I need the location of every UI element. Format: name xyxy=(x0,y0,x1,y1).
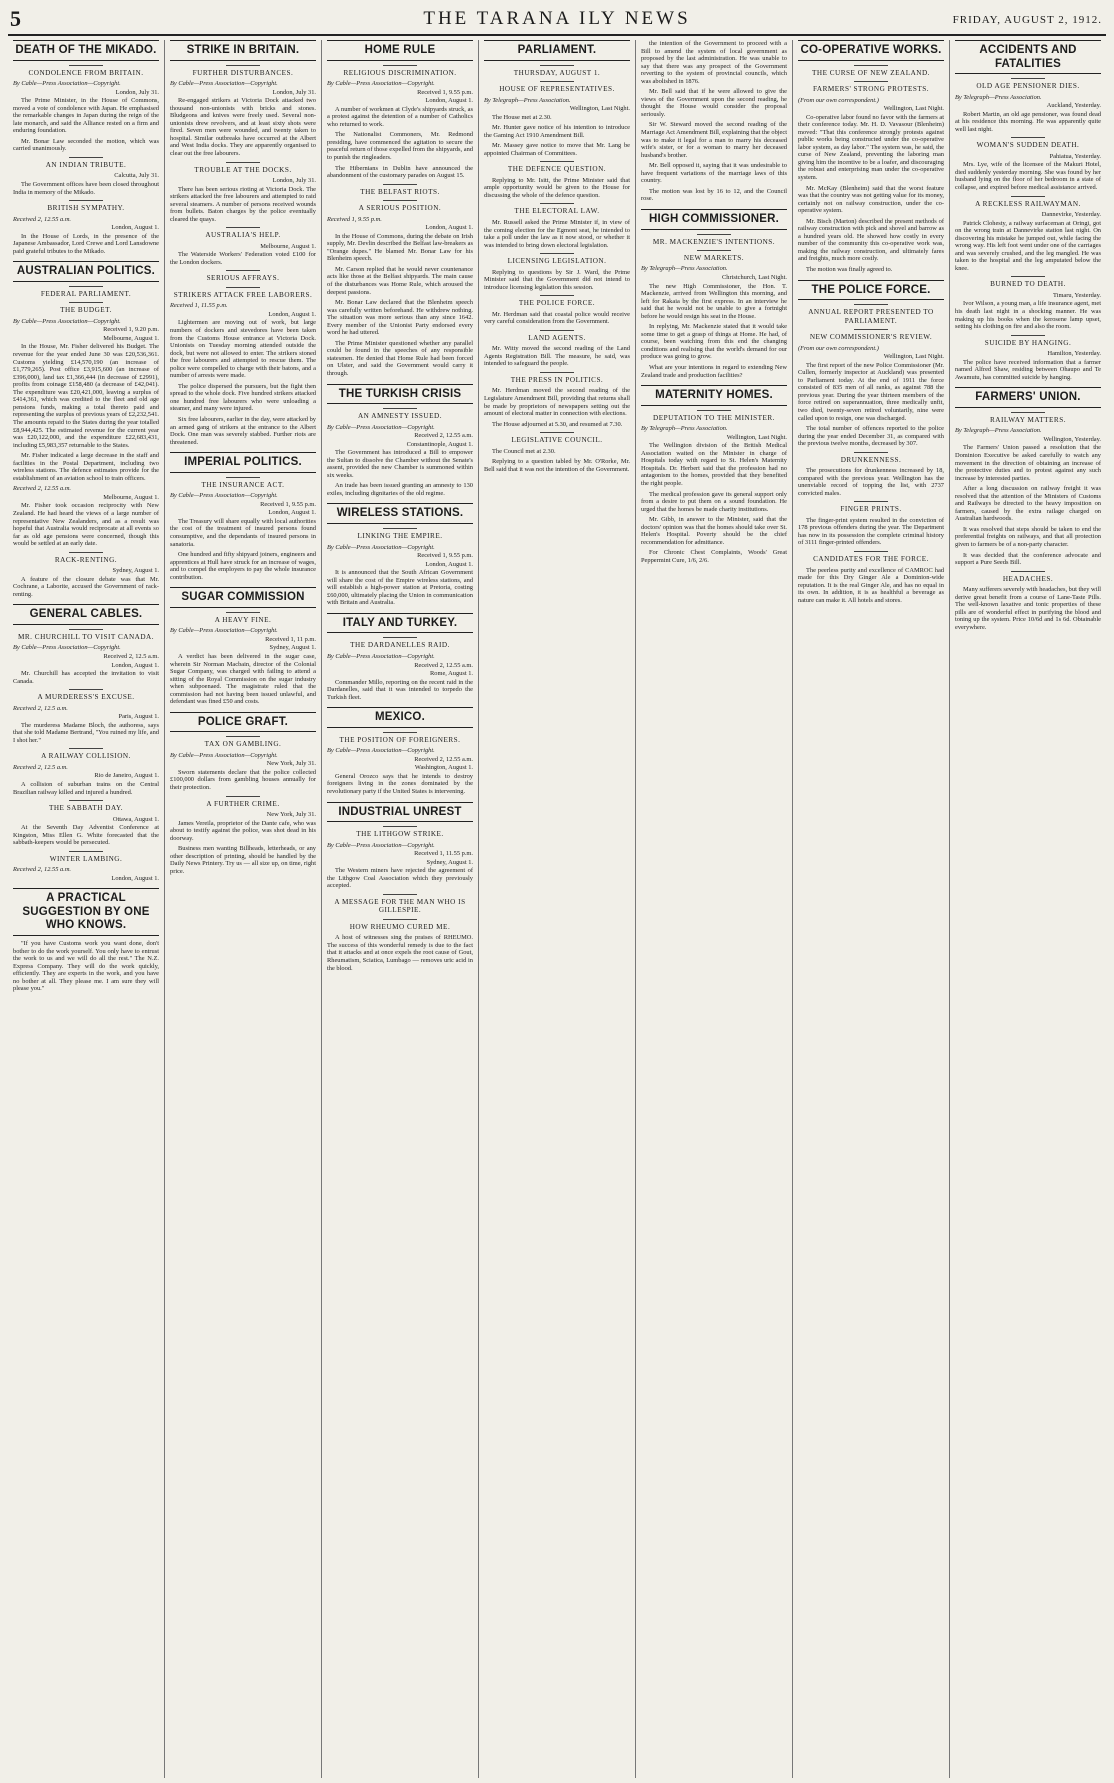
article-paragraph: The Waterside Workers' Federation voted £100 for the London dockers. xyxy=(170,251,316,266)
dateline: Dannevirke, Yesterday. xyxy=(1041,211,1101,219)
section-heading: ITALY AND TURKEY. xyxy=(327,613,473,634)
section-heading: STRIKE IN BRITAIN. xyxy=(170,40,316,61)
section-heading: ACCIDENTS AND FATALITIES xyxy=(955,40,1101,74)
dateline: Timaru, Yesterday. xyxy=(1053,291,1101,299)
article-paragraph: The police dispersed the pursuers, but the fight then spread to the whole dock. Five hundred strikers attacked one hundred free labourers who were unloading a steamer, and many were injured. xyxy=(170,382,316,413)
subheading: CANDIDATES FOR THE FORCE. xyxy=(798,551,944,563)
dateline: Received 2, 12.55 a.m. xyxy=(414,432,473,440)
article-paragraph: Mrs. Lye, wife of the licensee of the Makuri Hotel, died suddenly yesterday morning. She was found by her husband lying on the floor of her bedroom in a state of collapse, and expired before medical assistance arrived. xyxy=(955,161,1101,192)
subheading: LICENSING LEGISLATION. xyxy=(484,253,630,265)
subheading: AN INDIAN TRIBUTE. xyxy=(13,157,159,169)
dateline: London, July 31. xyxy=(272,177,316,184)
article-paragraph: Lightermen are moving out of work, but large numbers of dockers and stevedores have been taken from the Customs House entrance at Victoria Dock. Unionists on Tuesday morning attended outside the dock, but were not allowed to enter. The strikers stoned the free labourers and attempted to rescue them. The police were compelled to charge with their batons, and a number of arrests were made. xyxy=(170,319,316,380)
subheading: A MESSAGE FOR THE MAN WHO IS GILLESPIE. xyxy=(327,894,473,915)
article-paragraph: It was resolved that steps should be taken to end the preferential freights on railways, and that all protection given to farmers be of a non-party character. xyxy=(955,525,1101,549)
subheading: HEADACHES. xyxy=(955,571,1101,583)
byline: By Telegraph—Press Association. xyxy=(484,96,571,104)
article-paragraph: The medical profession gave its general support only from a desire to put them on a sound foundation. He urged that the homes be made charity institutions. xyxy=(641,490,787,513)
dateline: Constantinople, August 1. xyxy=(406,440,473,448)
byline: By Telegraph—Press Association. xyxy=(955,427,1042,435)
subheading: FURTHER DISTURBANCES. xyxy=(170,65,316,77)
subheading: A SERIOUS POSITION. xyxy=(327,200,473,212)
masthead xyxy=(8,4,1106,36)
article-paragraph: The motion was finally agreed to. xyxy=(806,266,893,274)
newspaper-title: THE TARANA ILY NEWS xyxy=(423,8,691,29)
dateline: London, August 1. xyxy=(268,310,316,318)
section-heading: FARMERS' UNION. xyxy=(955,387,1101,408)
dateline: London, July 31. xyxy=(115,88,159,96)
subheading: ANNUAL REPORT PRESENTED TO PARLIAMENT. xyxy=(798,304,944,325)
article-paragraph: The Western miners have rejected the agreement of the Lithgow Coal Association which they previously accepted. xyxy=(327,867,473,890)
subheading: LEGISLATIVE COUNCIL. xyxy=(484,432,630,444)
page-number: 5 xyxy=(10,6,21,31)
article-paragraph: It was decided that the conference advocate and support a Pure Seeds Bill. xyxy=(955,551,1101,567)
news-column xyxy=(479,40,636,1778)
dateline: Hamilton, Yesterday. xyxy=(1047,350,1101,358)
article-paragraph: Sworn statements declare that the police collected £100,000 dollars from gambling houses annually for their protection. xyxy=(170,768,316,792)
subheading: A FURTHER CRIME. xyxy=(170,796,316,808)
dateline: Received 1, 9.20 p.m. xyxy=(103,326,159,334)
dateline: Rio de Janeiro, August 1. xyxy=(94,772,159,780)
subheading: NEW COMMISSIONER'S REVIEW. xyxy=(798,329,944,341)
article-paragraph: After a long discussion on railway freight it was resolved that the attention of the Ministers of Customs and Railways be directed to the heavy imposition on farmers, caused by the extra railage charged on Australian hardwoods. xyxy=(955,485,1101,523)
dateline: London, August 1. xyxy=(111,224,159,232)
article-paragraph: Mr. Fisher took occasion reciprocity with New Zealand. He had heard the views of a large number of representative New Zealanders, and as a result was hopeful that Australia would reciprocate at all events so far as old age pensions were concerned, though this would be settled at an early date. xyxy=(13,502,159,548)
byline: By Cable—Press Association—Copyright. xyxy=(13,80,121,88)
section-heading: MEXICO. xyxy=(327,707,473,728)
article-paragraph: Sir W. Steward moved the second reading of the Marriage Act Amendment Bill, explaining that the object was to make it legal for a man to marry his deceased wife's sister, or for a woman to marry her deceased husband's brother. xyxy=(641,121,787,159)
article-paragraph: General Orozco says that he intends to destroy foreigners living in the zones dominated by the revolutionary party if the United States is intervening. xyxy=(327,772,473,796)
article-paragraph: The Farmers' Union passed a resolution that the Dominion Executive be asked carefully to watch any movement in the direction of obtaining an increase of the protective duties and to protest against any such increase by interested parties. xyxy=(955,444,1101,482)
dateline: Sydney, August 1. xyxy=(269,644,316,652)
section-heading: THE TURKISH CRISIS xyxy=(327,384,473,405)
section-heading: SUGAR COMMISSION xyxy=(170,587,316,608)
article-paragraph: Mr. Witty moved the second reading of the Land Agents Registration Bill. The measure, he said, was intended to safeguard the people. xyxy=(484,345,630,368)
subheading: THE BUDGET. xyxy=(13,302,159,314)
subheading: RELIGIOUS DISCRIMINATION. xyxy=(327,65,473,77)
byline: By Cable—Press Association—Copyright. xyxy=(327,80,435,88)
subheading: BRITISH SYMPATHY. xyxy=(13,200,159,212)
dateline: Auckland, Yesterday. xyxy=(1046,102,1101,110)
subheading: THE CURSE OF NEW ZEALAND. xyxy=(798,65,944,77)
article-paragraph: In replying, Mr. Mackenzie stated that it would take some time to get a grasp of things at Home. He had, of course, been watching from this end the changing conditions and realising that the world's demand for our produce was going to grow. xyxy=(641,323,787,361)
dateline: Wellington, Last Night. xyxy=(569,105,630,113)
article-paragraph: The House adjourned at 5.30, and resumed at 7.30. xyxy=(492,420,623,428)
subheading: LINKING THE EMPIRE. xyxy=(327,528,473,540)
article-paragraph: The Prime Minister questioned whether any parallel could be found in the speeches of any responsible statesmen. He denied that Home Rule had been forced on Ulster, and said the Government would carry it through. xyxy=(327,339,473,377)
article-paragraph: Mr. Bisch (Marton) described the present methods of railway construction with pick and shovel and barrow as a hundred years old. He showed how costly in every number of the community this co-operative work was, making the railway construction, and ultimately fares and freights, much more costly. xyxy=(798,217,944,263)
section-heading: GENERAL CABLES. xyxy=(13,604,159,625)
article-paragraph: Mr. Bonar Law declared that the Blenheim speech was carefully written beforehand. He withdrew nothing. The situation was more serious than any since 1642. Every member of the Unionist Party endorsed every word he had uttered. xyxy=(327,299,473,337)
article-paragraph: The first report of the new Police Commissioner (Mr. Cullen, formerly inspector at Auckland) was presented to Parliament today. At the end of 1911 the force consisted of 835 men of all ranks, as against 788 the previous year. During the year thirteen members of the force retired on superannuation, three medically unfit, two died, twenty-seven retired voluntarily, nine were called upon to resign, one was discharged. xyxy=(798,361,944,422)
subheading: THE SABBATH DAY. xyxy=(13,800,159,812)
article-paragraph: The Prime Minister, in the House of Commons, moved a vote of condolence with Japan. He emphasised the remarkable changes in Japan during the reign of the late monarch, and said the Alliance rested on a firm and enduring foundation. xyxy=(13,97,159,135)
article-paragraph: "If you have Customs work you want done, don't bother to do the work yourself. You only have to entrust the work to us and we will do all the rest." The N.Z. Express Company. They will do the work quickly, efficiently. They are experts in the work, and you have no bother at all. They please me. I am sure they will please you." xyxy=(13,939,159,993)
subheading: MR. CHURCHILL TO VISIT CANADA. xyxy=(13,629,159,641)
byline: Received 2, 12.55 a.m. xyxy=(13,215,72,223)
article-paragraph: Re-engaged strikers at Victoria Dock attacked two thousand non-unionists with bricks and stones. Bludgeons and knives were freely used. Several non-unionists drew revolvers, and at least sixty shots were fired. Seven men were wounded, and twenty taken to hospital. Similar outbreaks have occurred at the Albert and West India docks. They are apparently organised to clear out the free labourers. xyxy=(170,97,316,157)
subheading: OLD AGE PENSIONER DIES. xyxy=(955,78,1101,90)
byline: Received 1, 11.55 p.m. xyxy=(170,302,228,310)
byline: Received 2, 12.5 a.m. xyxy=(13,763,68,771)
dateline: New York, July 31. xyxy=(266,811,316,819)
byline: By Cable—Press Association—Copyright. xyxy=(327,841,435,849)
article-paragraph: The peerless purity and excellence of CAMROC had made for this Dry Ginger Ale a Dominion-wide reputation. It is the real Ginger Ale, and has no equal in its own. In addition, it is as healthful a beverage as nature can make it. All hotels and stores. xyxy=(798,566,944,604)
article-paragraph: A host of witnesses sing the praises of RHEUMO. The success of this wonderful remedy is due to the fact that it attacks and at once expels the root cause of Gout, Rheumatism, Sciatica, Lumbago — removes uric acid in the blood. xyxy=(327,934,473,972)
dateline: Received 2, 12.5 a.m. xyxy=(103,652,159,660)
subheading: FARMERS' STRONG PROTESTS. xyxy=(798,81,944,93)
subheading: CONDOLENCE FROM BRITAIN. xyxy=(13,65,159,77)
byline: By Cable—Press Association—Copyright. xyxy=(170,627,278,635)
article-paragraph: The Government offices have been closed throughout India in memory of the Mikado. xyxy=(13,181,159,196)
news-column xyxy=(8,40,165,1778)
subheading: HOW RHEUMO CURED ME. xyxy=(327,919,473,931)
article-paragraph: In the House of Commons, during the debate on Irish supply, Mr. Devlin described the Belfast law-breakers as "Orange dupes." He blamed Mr. Bonar Law for his Blenheim speech. xyxy=(327,232,473,263)
dateline: London, August 1. xyxy=(425,560,473,568)
byline: By Telegraph—Press Association. xyxy=(641,265,728,273)
article-paragraph: The Treasury will share equally with local authorities the cost of the treatment of insured persons found consumptive, and the dependants of insured persons in sanatoria. xyxy=(170,517,316,548)
dateline: Received 1, 11 p.m. xyxy=(265,635,316,643)
dateline: Wellington, Last Night. xyxy=(883,105,944,113)
article-paragraph: The Nationalist Commoners, Mr. Redmond presiding, have commenced the agitation to secure the peaceful return of those expelled from the shipyards, and to punish the ringleaders. xyxy=(327,131,473,161)
subheading: STRIKERS ATTACK FREE LABORERS. xyxy=(170,287,316,299)
subheading: A MURDERESS'S EXCUSE. xyxy=(13,689,159,701)
byline: (From our own correspondent.) xyxy=(798,96,879,104)
news-columns xyxy=(8,40,1106,1778)
dateline: Sydney, August 1. xyxy=(426,858,473,866)
byline: By Cable—Press Association—Copyright. xyxy=(13,644,121,652)
byline: By Cable—Press Association—Copyright. xyxy=(170,751,278,759)
article-paragraph: Mr. Hunter gave notice of his intention to introduce the Gaming Act 1910 Amendment Bill. xyxy=(484,124,630,139)
dateline: London, July 31. xyxy=(272,88,316,96)
article-paragraph: The Government has introduced a Bill to empower the Sultan to dissolve the Chamber without the Senate's assent, provided the new Chamber is summoned within six weeks. xyxy=(327,449,473,479)
article-paragraph: A verdict has been delivered in the sugar case, wherein Sir Norman Macbain, director of the Colonial Sugar Company, was charged with failing to attend a sitting of the Royal Commission on the sugar industry when subpoenaed. The magistrate ruled that the commission had not having been issued unlawful, and defendant was fined £50 and costs. xyxy=(170,652,316,706)
subheading: THE ELECTORAL LAW. xyxy=(484,203,630,215)
dateline: London, August 1. xyxy=(425,224,473,232)
article-paragraph: For Chronic Chest Complaints, Woods' Great Peppermint Cure, 1/6, 2/6. xyxy=(641,549,787,564)
section-heading: HOME RULE xyxy=(327,40,473,61)
article-paragraph: Mr. Massey gave notice to move that Mr. Lang be appointed Chairman of Committees. xyxy=(484,142,630,157)
article-paragraph: Mr. Gibb, in answer to the Minister, said that the doctors' opinion was that the homes should take over St. Helen's Hospital. Poverty should be the chief recommendation for admittance. xyxy=(641,516,787,546)
dateline: Received 1, 9.55 p.m. xyxy=(417,88,473,96)
article-paragraph: Many sufferers severely with headaches, but they will derive great benefit from a course of Lane-Taste Pills. The well-known laxative and tonic properties of these pills are of wonderful effect in purifying the blood and toning up the system. Price 10/6d and 1s 6d. Obtainable everywhere. xyxy=(955,586,1101,631)
subheading: A RAILWAY COLLISION. xyxy=(13,748,159,760)
subheading: FINGER PRINTS. xyxy=(798,501,944,513)
article-paragraph: A number of workmen at Clyde's shipyards struck, as a protest against the detention of a number of Catholics who returned to work. xyxy=(327,105,473,128)
subheading: MR. MACKENZIE'S INTENTIONS. xyxy=(641,234,787,246)
byline: (From our own correspondent.) xyxy=(798,344,879,352)
subheading: WINTER LAMBING. xyxy=(13,851,159,863)
article-paragraph: Mr. Carson replied that he would never countenance acts like those at the Belfast shipyards. The main cause of the disturbances was Home Rule, which aroused the deepest passions. xyxy=(327,265,473,296)
article-paragraph: An irade has been issued granting an amnesty to 130 exiles, including dignitaries of the old regime. xyxy=(327,482,473,497)
dateline: Christchurch, Last Night. xyxy=(722,274,787,282)
subheading: LAND AGENTS. xyxy=(484,330,630,342)
section-heading: AUSTRALIAN POLITICS. xyxy=(13,261,159,282)
section-heading: DEATH OF THE MIKADO. xyxy=(13,40,159,61)
dateline: Received 1, 9.55 p.m. xyxy=(260,500,316,508)
subheading: WOMAN'S SUDDEN DEATH. xyxy=(955,137,1101,149)
news-column xyxy=(322,40,479,1778)
subheading: RACK-RENTING. xyxy=(13,552,159,564)
article-paragraph: Replying to a question tabled by Mr. O'Rorke, Mr. Bell said that it was not the intention of the Government. xyxy=(484,458,630,473)
article-paragraph: The new High Commissioner, the Hon. T. Mackenzie, arrived from Wellington this morning, and left for Rakaia by the first express. In an interview he said that he would not be unable to give a fortnight before he would resign his seat in the House. xyxy=(641,282,787,320)
subheading: DRUNKENNESS. xyxy=(798,452,944,464)
section-heading: POLICE GRAFT. xyxy=(170,712,316,733)
subheading: THE POLICE FORCE. xyxy=(484,295,630,307)
byline: By Cable—Press Association—Copyright. xyxy=(327,543,435,551)
article-paragraph: the intention of the Government to proceed with a Bill to amend the system of local government as proposed by the last administration. He was unable to say that there was any prospect of the Government reverting to the system of provincial councils, which was abolished in 1876. xyxy=(641,40,787,85)
dateline: New York, July 31. xyxy=(266,760,316,768)
subheading: SERIOUS AFFRAYS. xyxy=(170,270,316,282)
subheading: A RECKLESS RAILWAYMAN. xyxy=(955,196,1101,208)
subheading: THE BELFAST RIOTS. xyxy=(327,184,473,196)
dateline: Wellington, Last Night. xyxy=(726,433,787,441)
article-paragraph: Mr. Bell opposed it, saying that it was undesirable to have frequent variations of the marriage laws of this country. xyxy=(641,162,787,185)
article-paragraph: The motion was lost by 16 to 12, and the Council rose. xyxy=(641,187,787,203)
article-paragraph: Business men wanting Billheads, letterheads, or any other description of printing, should be handled by the Daily News Printery. Try us — all size up, on time, right price. xyxy=(170,845,316,875)
subheading: THE INSURANCE ACT. xyxy=(170,477,316,489)
byline: By Cable—Press Association—Copyright. xyxy=(327,652,435,660)
subheading: TROUBLE AT THE DOCKS. xyxy=(170,162,316,174)
article-paragraph: Mr. Fisher indicated a large decrease in the staff and facilities in the Postal Department, including two wireless stations. The defence estimates provide for the establishment of an aviation school to train officers. xyxy=(13,452,159,482)
subheading: SUICIDE BY HANGING. xyxy=(955,335,1101,347)
dateline: London, August 1. xyxy=(268,509,316,517)
article-paragraph: Robert Martin, an old age pensioner, was found dead at his residence this morning. He was apparently quite well last night. xyxy=(955,110,1101,133)
article-paragraph: The finger-print system resulted in the conviction of 178 previous offenders during the year. The Department has now in its possession the complete criminal history of 3111 finger-printed offenders. xyxy=(798,516,944,547)
subheading: THURSDAY, AUGUST 1. xyxy=(484,65,630,77)
subheading: BURNED TO DEATH. xyxy=(955,276,1101,288)
dateline: Paris, August 1. xyxy=(118,713,159,721)
article-paragraph: The Wellington division of the British Medical Association waited on the Minister in charge of Hospitals today with regard to St. Helen's Maternity Hospitals. Dr. Herbert said that the profession had no antagonism to the homes, provided that they benefited the right people. xyxy=(641,442,787,487)
dateline: Received 1, 11.55 p.m. xyxy=(414,850,473,858)
dateline: London, August 1. xyxy=(425,97,473,105)
article-paragraph: A feature of the closure debate was that Mr. Cochrane, a Laborite, accused the Government of rack-renting. xyxy=(13,575,159,598)
article-paragraph: Mr. Herdman said that coastal police would receive very careful consideration from the Government. xyxy=(484,310,630,326)
byline: By Cable—Press Association—Copyright. xyxy=(327,423,435,431)
article-paragraph: In the House, Mr. Fisher delivered his Budget. The revenue for the year ended June 30 was £20,536,361. Customs yielding £14,570,190 (an increase of £1,779,265). Post office £3,915,600 (an increase of £396,000), land tax £1,366,444 (in decrease of £2991), profits from coinage £158,480 (a decrease of £42,041). The expenditure was £20,421,000, leaving a surplus of £414,361, which was credited to the fleet and old age pensions funds, making a total thereto paid and representing the surplus of previous years of £2,232,541. The amounts repaid to the States during the year totalled £8,944,425. The estimated revenue for the current year was £20,122,000, and the expenditure £22,683,431, including £5,983,357 returnable to the States. xyxy=(13,343,159,449)
byline: Received 2, 12.55 a.m. xyxy=(13,866,72,874)
article-paragraph: The murderess Madame Bloch, the authoress, says that she told Madame Bertrand, "You ruined my life, and I shot her." xyxy=(13,721,159,744)
subheading: THE LITHGOW STRIKE. xyxy=(327,826,473,838)
subheading: TAX ON GAMBLING. xyxy=(170,736,316,748)
section-heading: IMPERIAL POLITICS. xyxy=(170,452,316,473)
article-paragraph: It is announced that the South African Government will share the cost of the Empire wireless stations, and will establish a high-power station at Pretoria, costing £60,000, ultimately placing the Union in communication with Britain and Australia. xyxy=(327,569,473,607)
byline: By Cable—Press Association—Copyright. xyxy=(13,317,121,325)
article-paragraph: The Council met at 2.30. xyxy=(492,447,556,455)
article-paragraph: The police have received information that a farmer named Alfred Shaw, residing between Ohaupo and Te Awamutu, has committed suicide by hanging. xyxy=(955,358,1101,381)
byline: By Telegraph—Press Association. xyxy=(955,93,1042,101)
article-paragraph: In the House of Lords, in the presence of the Japanese Ambassador, Lord Crewe and Lord Lansdowne paid grateful tributes to the Mikado. xyxy=(13,232,159,255)
issue-date: FRIDAY, AUGUST 2, 1912. xyxy=(952,14,1102,26)
subheading: THE POSITION OF FOREIGNERS. xyxy=(327,732,473,744)
subheading: RAILWAY MATTERS. xyxy=(955,412,1101,424)
subheading: THE DARDANELLES RAID. xyxy=(327,637,473,649)
subheading: THE PRESS IN POLITICS. xyxy=(484,372,630,384)
news-column xyxy=(165,40,322,1778)
subheading: AN AMNESTY ISSUED. xyxy=(327,408,473,420)
subheading: A HEAVY FINE. xyxy=(170,612,316,624)
section-heading: CO-OPERATIVE WORKS. xyxy=(798,40,944,61)
article-paragraph: The total number of offences reported to the police during the year ended December 31, as compared with the previous twelve months, decreased by 307. xyxy=(798,425,944,448)
subheading: AUSTRALIA'S HELP. xyxy=(170,227,316,239)
article-paragraph: The House met at 2.30. xyxy=(492,113,552,121)
article-paragraph: Mr. McKay (Blenheim) said that the worst feature was that the country was not getting value for its money, certainly not on railway construction, under the co-operative system. xyxy=(798,184,944,215)
subheading: DEPUTATION TO THE MINISTER. xyxy=(641,410,787,422)
byline: Received 2, 12.55 a.m. xyxy=(13,485,72,493)
byline: By Cable—Press Association—Copyright. xyxy=(170,80,278,88)
dateline: Melbourne, August 1. xyxy=(103,493,159,501)
article-paragraph: Mr. Russell asked the Prime Minister if, in view of the coming election for the Egmont seat, he intended to take a poll under the law as it now stood, or whether it was intended to bring down electoral legislation. xyxy=(484,218,630,249)
article-paragraph: The prosecutions for drunkenness increased by 18, compared with the previous year. Wellington has the unenviable record of topping the list, with 2737 convicted males. xyxy=(798,467,944,497)
section-heading: THE POLICE FORCE. xyxy=(798,280,944,301)
news-column xyxy=(636,40,793,1778)
article-paragraph: Mr. Bell said that if he were allowed to give the views of the Government upon the second reading, he thought the House would consider the proposal seriously. xyxy=(641,88,787,118)
dateline: Washington, August 1. xyxy=(414,764,473,772)
section-heading: HIGH COMMISSIONER. xyxy=(641,209,787,230)
section-heading: MATERNITY HOMES. xyxy=(641,385,787,406)
subheading: FEDERAL PARLIAMENT. xyxy=(13,286,159,298)
dateline: London, August 1. xyxy=(111,661,159,669)
article-paragraph: At the Seventh Day Adventist Conference at Kingston, Miss Ellen G. White forecasted that the sabbath-keepers would be persecuted. xyxy=(13,824,159,847)
subheading: THE DEFENCE QUESTION. xyxy=(484,161,630,173)
article-paragraph: Ivor Wilson, a young man, a life insurance agent, met his death last night in a shocking manner. He was making up his books when the kerosene lamp upset, setting his clothing on fire and also the room. xyxy=(955,300,1101,331)
article-paragraph: Mr. Herdman moved the second reading of the Legislature Amendment Bill, providing that returns shall be made by proprietors of newspapers setting out the amount of electoral matter in connection with elections. xyxy=(484,387,630,418)
article-paragraph: Commander Millo, reporting on the recent raid in the Dardanelles, said that it was intended to torpedo the Turkish fleet. xyxy=(327,678,473,701)
article-paragraph: Replying to Mr. Isitt, the Prime Minister said that ample opportunity would be given to the House for discussing the whole of the defence question. xyxy=(484,176,630,199)
news-column xyxy=(950,40,1106,1778)
section-heading: WIRELESS STATIONS. xyxy=(327,503,473,524)
byline: By Cable—Press Association—Copyright. xyxy=(170,492,278,500)
article-paragraph: Replying to questions by Sir J. Ward, the Prime Minister said that the Government did not intend to introduce licensing legislation this session. xyxy=(484,268,630,291)
dateline: Wellington, Yesterday. xyxy=(1043,435,1101,443)
byline: Received 1, 9.55 p.m. xyxy=(327,215,382,223)
section-heading: INDUSTRIAL UNREST xyxy=(327,802,473,823)
dateline: Sydney, August 1. xyxy=(112,567,159,575)
dateline: Rome, August 1. xyxy=(430,670,473,678)
article-paragraph: Mr. Bonar Law seconded the motion, which was carried unanimously. xyxy=(13,137,159,153)
dateline: Pahiatua, Yesterday. xyxy=(1049,152,1101,160)
dateline: Received 1, 9.55 p.m. xyxy=(417,552,473,560)
article-paragraph: Patrick Clohesty, a railway surfaceman at Oringi, got on the wrong train at Dannevirke station last night. On discovering his mistake he jumped out, while facing the wrong way. His left foot went under one of the carriages and was severely crushed, and the leg mangled. He was taken to the hospital and the leg amputated below the knee. xyxy=(955,219,1101,272)
section-heading: PARLIAMENT. xyxy=(484,40,630,61)
article-paragraph: James Vereila, proprietor of the Dante cafe, who was about to testify against the police, was shot dead in his doorway. xyxy=(170,819,316,842)
byline: By Cable—Press Association—Copyright. xyxy=(327,747,435,755)
dateline: Melbourne, August 1. xyxy=(103,334,159,342)
byline: By Telegraph—Press Association. xyxy=(641,425,728,433)
news-column xyxy=(793,40,950,1778)
dateline: Received 2, 12.55 a.m. xyxy=(414,755,473,763)
subheading: HOUSE OF REPRESENTATIVES. xyxy=(484,81,630,93)
dateline: Calcutta, July 31. xyxy=(114,172,159,180)
article-paragraph: What are your intentions in regard to extending New Zealand trade and production facilities? xyxy=(641,364,787,379)
dateline: Ottawa, August 1. xyxy=(112,815,159,823)
section-heading: A PRACTICAL SUGGESTION BY ONE WHO KNOWS. xyxy=(13,888,159,936)
article-paragraph: Co-operative labor found no favor with the farmers at their conference today. Mr. H. D. Vavasour (Blenheim) moved: "That this conference strongly protests against public works being constructed under the co-operative labor system, as day labor." The system was, he said, the curse of New Zealand, preventing the laboring man giving him the incentive to be a loafer, and discouraging the robust and enterprising man under the co-operative system. xyxy=(798,113,944,181)
article-paragraph: One hundred and fifty shipyard joiners, engineers and apprentices at Hull have struck for an increase of wages, and to compel the employers to pay the whole insurance contribution. xyxy=(170,551,316,581)
article-paragraph: Mr. Churchill has accepted the invitation to visit Canada. xyxy=(13,670,159,685)
byline: Received 2, 12.5 a.m. xyxy=(13,704,68,712)
dateline: Melbourne, August 1. xyxy=(260,242,316,250)
article-paragraph: The Hibernians in Dublin have announced the abandonment of the customary parades on August 15. xyxy=(327,164,473,180)
article-paragraph: There has been serious rioting at Victoria Dock. The strikers attacked the free labourers and attempted to raid several steamers. A number of persons received wounds from bullets. Baton charges by the police eventually cleared the quays. xyxy=(170,185,316,223)
subheading: NEW MARKETS. xyxy=(641,250,787,262)
dateline: Wellington, Last Night. xyxy=(883,353,944,361)
dateline: London, August 1. xyxy=(111,874,159,882)
article-paragraph: A collision of suburban trains on the Central Brazilian railway killed and injured a hundred. xyxy=(13,780,159,796)
article-paragraph: Six free labourers, earlier in the day, were attacked by an armed gang of strikers at the entrance to the Albert Dock. One man was severely stabbed. Further riots are threatened. xyxy=(170,416,316,446)
dateline: Received 2, 12.55 a.m. xyxy=(414,661,473,669)
